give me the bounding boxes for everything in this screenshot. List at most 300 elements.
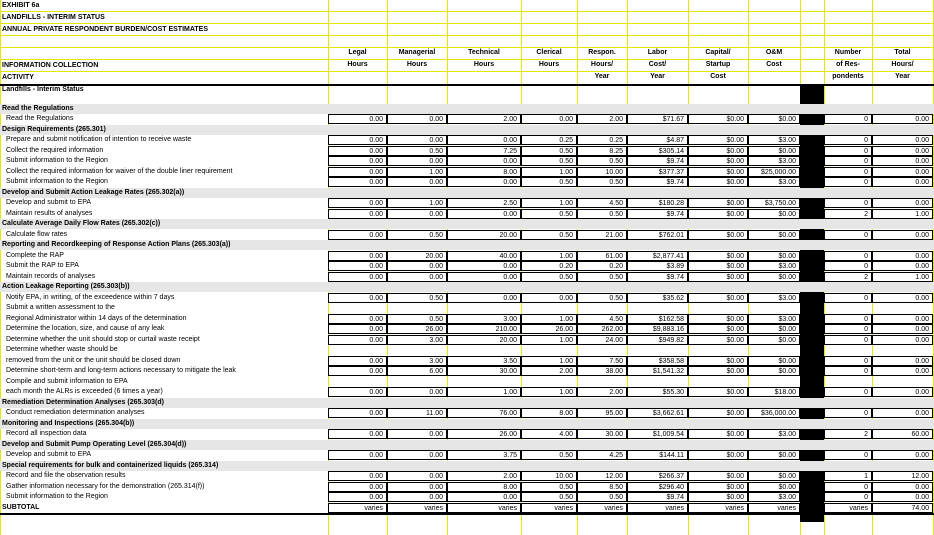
table-cell: 0.00 [328, 356, 387, 366]
info-collection-label: INFORMATION COLLECTION [2, 62, 99, 69]
table-cell: 0.00 [328, 492, 387, 502]
table-cell: 0.00 [447, 492, 521, 502]
table-cell: 0 [824, 156, 872, 166]
table-cell: 0.00 [387, 156, 447, 166]
table-cell: 0.00 [447, 209, 521, 219]
table-cell: varies [328, 503, 387, 513]
table-cell: 0.50 [577, 209, 627, 219]
table-cell: 0.00 [872, 251, 933, 261]
table-cell: 0.00 [387, 429, 447, 439]
section-title: Remediation Determination Analyses (265.303(d) [2, 398, 164, 406]
table-cell: $0.00 [748, 114, 800, 124]
activity-label: Submit information to the Region [6, 178, 108, 185]
table-cell: 38.00 [577, 366, 627, 376]
section-header-row [0, 419, 934, 429]
table-cell: 1.00 [521, 167, 577, 177]
column-header-line: Cost/ [648, 61, 667, 68]
table-cell: 0.00 [328, 324, 387, 334]
table-row [0, 471, 934, 481]
table-cell: 11.00 [387, 408, 447, 418]
activity-label: Maintain results of analyses [6, 209, 93, 217]
table-cell: 0.00 [521, 293, 577, 303]
table-cell: 0.20 [521, 261, 577, 271]
activity-label: Maintain records of analyses [6, 272, 96, 280]
table-cell: $71.67 [627, 114, 688, 124]
table-cell: 0.50 [521, 492, 577, 502]
table-cell: 0.00 [328, 198, 387, 208]
table-cell: 0.00 [387, 471, 447, 481]
column-header-line: Legal [348, 49, 367, 56]
table-cell: 0.50 [521, 230, 577, 240]
table-cell: 1.00 [872, 272, 933, 282]
grid-hline [0, 35, 934, 36]
table-cell: 2.00 [577, 114, 627, 124]
table-cell: $3.00 [748, 261, 800, 271]
table-row [0, 198, 934, 208]
table-cell: $0.00 [748, 251, 800, 261]
table-cell: 0.00 [872, 492, 933, 502]
table-cell: varies [387, 503, 447, 513]
table-cell: 0.20 [577, 261, 627, 271]
table-cell: 0.25 [577, 135, 627, 145]
table-cell: $0.00 [688, 167, 748, 177]
table-cell: $9.74 [627, 177, 688, 187]
table-cell: 2 [824, 272, 872, 282]
table-cell: $3.00 [748, 135, 800, 145]
table-cell: $3.00 [748, 429, 800, 439]
table-cell: $9.74 [627, 492, 688, 502]
table-cell: 0.50 [387, 146, 447, 156]
table-cell: $296.40 [627, 482, 688, 492]
section-header-row [0, 461, 934, 471]
table-title-row [0, 85, 934, 95]
table-cell: 0.00 [328, 471, 387, 481]
column-header-line: Capital/ [705, 49, 731, 56]
table-cell: $162.58 [627, 314, 688, 324]
table-cell: varies [824, 503, 872, 513]
table-cell: $18.00 [748, 387, 800, 397]
column-header-line: O&M [765, 49, 783, 56]
column-header-line: Hours [473, 61, 495, 68]
table-cell: 12.00 [577, 471, 627, 481]
table-cell: 1.00 [872, 209, 933, 219]
table-cell: 74.00 [872, 503, 933, 513]
table-cell: $762.01 [627, 230, 688, 240]
table-cell: 0 [824, 482, 872, 492]
column-header-line: Startup [705, 61, 731, 68]
column-header-line: pondents [832, 73, 864, 80]
blank-row [0, 96, 934, 104]
section-title: Read the Regulations [2, 104, 74, 112]
table-cell: 60.00 [872, 429, 933, 439]
table-cell: 10.00 [577, 167, 627, 177]
activity-label: Submit a written assessment to the [6, 304, 115, 311]
table-cell: $0.00 [688, 335, 748, 345]
table-cell: 0 [824, 293, 872, 303]
table-cell: 0 [824, 450, 872, 460]
table-cell: $0.00 [748, 324, 800, 334]
table-cell: 0.50 [521, 209, 577, 219]
table-cell: 1.00 [521, 356, 577, 366]
table-cell: 0.00 [872, 482, 933, 492]
table-cell: 0 [824, 167, 872, 177]
section-header-row [0, 125, 934, 135]
section-title: Calculate Average Daily Flow Rates (265.302(c)) [2, 220, 161, 227]
table-cell: 0.25 [521, 135, 577, 145]
table-row [0, 408, 934, 418]
activity-label: Gather information necessary for the demonstration (265.314(f)) [6, 482, 205, 490]
table-cell: 0.00 [872, 314, 933, 324]
table-cell: 76.00 [447, 408, 521, 418]
table-cell: $3.00 [748, 314, 800, 324]
table-cell: 0.00 [872, 335, 933, 345]
column-header-line: Number [834, 49, 862, 56]
table-row [0, 387, 934, 397]
table-row [0, 335, 934, 345]
column-header-line: Year [594, 73, 610, 80]
table-row [0, 303, 934, 313]
table-cell: varies [748, 503, 800, 513]
table-cell: 0.00 [872, 198, 933, 208]
activity-label: Read the Regulations [6, 115, 74, 122]
table-cell: 0.00 [447, 261, 521, 271]
table-cell: 4.25 [577, 450, 627, 460]
table-cell: 0.50 [577, 492, 627, 502]
table-cell: 0.50 [577, 293, 627, 303]
table-cell: $0.00 [688, 450, 748, 460]
table-cell: 0.00 [872, 356, 933, 366]
table-row [0, 177, 934, 187]
table-cell: 0 [824, 230, 872, 240]
table-cell: 0 [824, 177, 872, 187]
table-cell: 0 [824, 408, 872, 418]
table-cell: 0.00 [872, 135, 933, 145]
table-cell: 0.00 [328, 335, 387, 345]
section-title: Develop and Submit Pump Operating Level (265.304(d)) [2, 440, 187, 448]
column-header-line: Year [650, 73, 665, 80]
table-cell: 0.50 [387, 314, 447, 324]
table-cell: $4.87 [627, 135, 688, 145]
sheet-heading: ANNUAL PRIVATE RESPONDENT BURDEN/COST ESTIMATES [2, 26, 208, 33]
table-cell: $0.00 [688, 146, 748, 156]
table-cell: 0 [824, 261, 872, 271]
table-cell: 3.00 [387, 356, 447, 366]
table-cell: 3.75 [447, 450, 521, 460]
table-cell: 8.50 [577, 482, 627, 492]
table-cell: $3.00 [748, 177, 800, 187]
table-row [0, 251, 934, 261]
column-header-line: Hours/ [891, 61, 914, 68]
section-header-row [0, 440, 934, 450]
table-cell: $0.00 [748, 272, 800, 282]
table-row [0, 482, 934, 492]
section-header-row [0, 104, 934, 114]
table-cell: $25,000.00 [748, 167, 800, 177]
table-cell: 0.00 [387, 135, 447, 145]
table-cell: 8.00 [447, 167, 521, 177]
table-cell: 0.00 [387, 387, 447, 397]
table-cell: $3.00 [748, 492, 800, 502]
table-cell: $0.00 [688, 366, 748, 376]
table-cell: 0.00 [447, 177, 521, 187]
table-cell: 0.00 [872, 450, 933, 460]
table-cell: 20.00 [447, 230, 521, 240]
activity-label: Submit the RAP to EPA [6, 262, 79, 269]
activity-label: Develop and submit to EPA [6, 199, 92, 206]
table-cell: $3,662.61 [627, 408, 688, 418]
activity-label: Conduct remediation determination analyses [6, 409, 145, 416]
table-cell: 0.00 [387, 261, 447, 271]
section-header-row [0, 188, 934, 198]
table-cell: varies [577, 503, 627, 513]
table-title: Landfills - Interim Status [2, 86, 84, 93]
table-cell: 0.00 [328, 167, 387, 177]
table-cell: 2.00 [521, 366, 577, 376]
table-cell: $0.00 [688, 251, 748, 261]
table-cell: 0.00 [447, 156, 521, 166]
table-cell: varies [688, 503, 748, 513]
table-cell: 0.00 [387, 177, 447, 187]
column-header-line: Technical [468, 49, 500, 56]
grid-hline [0, 23, 934, 24]
column-header-line: of Res- [836, 61, 860, 68]
table-row [0, 356, 934, 366]
table-cell: 0 [824, 324, 872, 334]
section-header-row [0, 398, 934, 408]
table-row [0, 156, 934, 166]
table-cell: 0.00 [872, 114, 933, 124]
column-header-line: Cost [710, 73, 726, 80]
table-cell: $3.00 [748, 156, 800, 166]
table-cell: $0.00 [688, 387, 748, 397]
table-cell: 0.00 [328, 429, 387, 439]
table-cell: 0 [824, 492, 872, 502]
table-cell: 3.00 [387, 335, 447, 345]
table-cell: 0.50 [577, 177, 627, 187]
table-cell: 0.00 [387, 272, 447, 282]
table-cell: $0.00 [688, 482, 748, 492]
column-header-line: Year [895, 73, 910, 80]
table-row [0, 324, 934, 334]
table-cell: $9,883.16 [627, 324, 688, 334]
activity-label: SUBTOTAL [2, 503, 40, 511]
table-cell: 1.00 [521, 387, 577, 397]
table-cell: 0.50 [521, 272, 577, 282]
section-header-row [0, 240, 934, 250]
activity-label: Notify EPA, in writing, of the exceedence within 7 days [6, 293, 175, 301]
table-cell: 0 [824, 146, 872, 156]
table-cell: 12.00 [872, 471, 933, 481]
table-cell: 0.00 [328, 387, 387, 397]
activity-label: Determine whether waste should be [6, 346, 118, 353]
section-title: Develop and Submit Action Leakage Rates (265.302(a)) [2, 188, 185, 196]
table-cell: $144.11 [627, 450, 688, 460]
table-cell: $180.28 [627, 198, 688, 208]
table-cell: $949.82 [627, 335, 688, 345]
table-cell: $0.00 [688, 272, 748, 282]
table-cell: 0.50 [577, 272, 627, 282]
table-cell: 0.00 [328, 482, 387, 492]
table-row [0, 314, 934, 324]
table-cell: 1.00 [521, 335, 577, 345]
table-row [0, 345, 934, 355]
table-cell: $3.89 [627, 261, 688, 271]
table-cell: 0.00 [328, 146, 387, 156]
table-cell: $2,877.41 [627, 251, 688, 261]
column-header-line: Hours/ [590, 61, 614, 68]
table-cell: 0.00 [328, 293, 387, 303]
table-cell: 21.00 [577, 230, 627, 240]
table-row [0, 492, 934, 502]
subtotal-rule [0, 513, 934, 515]
table-cell: 8.00 [521, 408, 577, 418]
column-header-line: Hours [406, 61, 428, 68]
table-row [0, 450, 934, 460]
activity-label: Determine short-term and long-term actions necessary to mitigate the leak [6, 367, 236, 374]
table-cell: 0.00 [328, 314, 387, 324]
table-cell: 0.00 [872, 293, 933, 303]
table-cell: $0.00 [748, 482, 800, 492]
table-cell: 0.00 [328, 156, 387, 166]
activity-label: Determine the location, size, and cause of any leak [6, 325, 165, 332]
activity-label: Submit information to the Region [6, 157, 108, 164]
subtotal-row [0, 503, 934, 513]
table-cell: 0.50 [521, 450, 577, 460]
column-header-line: Labor [647, 49, 668, 56]
table-cell: 0.00 [447, 135, 521, 145]
table-cell: 0.00 [521, 114, 577, 124]
table-cell: 6.00 [387, 366, 447, 376]
table-cell: 0.50 [521, 146, 577, 156]
table-cell: 1.00 [387, 198, 447, 208]
table-cell: $0.00 [748, 209, 800, 219]
table-cell: 0.00 [328, 230, 387, 240]
section-title: Design Requirements (265.301) [2, 125, 106, 133]
table-cell: $305.14 [627, 146, 688, 156]
table-cell: 20.00 [387, 251, 447, 261]
table-cell: 0.00 [872, 146, 933, 156]
table-row [0, 272, 934, 282]
table-cell: 0.00 [447, 272, 521, 282]
table-cell: $35.62 [627, 293, 688, 303]
table-cell: 0 [824, 356, 872, 366]
table-cell: 0.00 [872, 408, 933, 418]
activity-label: Calculate flow rates [6, 230, 68, 238]
activity-label: each month the ALRs is exceeded (6 times a year) [6, 388, 163, 395]
table-cell: $0.00 [688, 356, 748, 366]
table-cell: 0.00 [387, 450, 447, 460]
table-row [0, 146, 934, 156]
section-title: Action Leakage Reporting (265.303(b)) [2, 283, 130, 290]
table-cell: 0.00 [328, 366, 387, 376]
table-cell: 2 [824, 209, 872, 219]
table-cell: varies [627, 503, 688, 513]
table-cell: $0.00 [688, 156, 748, 166]
table-cell: 3.00 [447, 314, 521, 324]
table-cell: $0.00 [688, 324, 748, 334]
table-cell: $0.00 [748, 335, 800, 345]
table-cell: 7.25 [447, 146, 521, 156]
table-cell: varies [521, 503, 577, 513]
table-cell: $0.00 [688, 293, 748, 303]
table-cell: $3.00 [748, 293, 800, 303]
activity-label: Complete the RAP [6, 251, 64, 259]
table-cell: $9.74 [627, 272, 688, 282]
table-cell: $0.00 [688, 408, 748, 418]
table-cell: 0 [824, 114, 872, 124]
table-cell: 40.00 [447, 251, 521, 261]
table-cell: 0.00 [328, 408, 387, 418]
grid-hline [0, 71, 934, 72]
section-title: Special requirements for bulk and containerized liquids (265.314) [2, 461, 219, 469]
table-cell: $55.30 [627, 387, 688, 397]
table-cell: 0 [824, 135, 872, 145]
table-row [0, 167, 934, 177]
table-cell: 0.00 [328, 272, 387, 282]
section-title: Monitoring and Inspections (265.304(b)) [2, 419, 135, 427]
activity-label: Compile and submit information to EPA [6, 377, 128, 385]
table-cell: 0.00 [872, 324, 933, 334]
table-cell: 30.00 [447, 366, 521, 376]
table-cell: 0.00 [447, 293, 521, 303]
table-cell: 1.00 [387, 167, 447, 177]
table-cell: 10.00 [521, 471, 577, 481]
table-cell: 0.00 [872, 387, 933, 397]
table-cell: 0.00 [872, 230, 933, 240]
table-cell: 262.00 [577, 324, 627, 334]
table-cell: 0.50 [387, 230, 447, 240]
table-cell: $9.74 [627, 209, 688, 219]
table-cell: $0.00 [748, 356, 800, 366]
table-cell: $0.00 [748, 230, 800, 240]
table-cell: $1,009.54 [627, 429, 688, 439]
table-cell: $9.74 [627, 156, 688, 166]
table-cell: 1.00 [521, 251, 577, 261]
activity-label: Regional Administrator within 14 days of the determination [6, 314, 187, 322]
table-cell: $0.00 [748, 366, 800, 376]
table-row [0, 293, 934, 303]
table-cell: 4.00 [521, 429, 577, 439]
table-cell: $3,750.00 [748, 198, 800, 208]
table-cell: 0.00 [328, 450, 387, 460]
table-cell: 0.00 [872, 156, 933, 166]
table-cell: 0.00 [328, 114, 387, 124]
table-cell: $358.58 [627, 356, 688, 366]
grid-hline [0, 11, 934, 12]
table-cell: $36,000.00 [748, 408, 800, 418]
table-cell: $0.00 [688, 209, 748, 219]
table-row [0, 429, 934, 439]
table-cell: 0.00 [387, 209, 447, 219]
table-cell: $0.00 [688, 429, 748, 439]
table-cell: 0 [824, 251, 872, 261]
activity-label: Record all inspection data [6, 430, 87, 437]
table-cell: 0 [824, 198, 872, 208]
table-cell: $1,541.32 [627, 366, 688, 376]
table-cell: 3.50 [447, 356, 521, 366]
table-cell: 0.00 [872, 366, 933, 376]
table-cell: 0.00 [872, 261, 933, 271]
activity-label: Determine whether the unit should stop or curtail waste receipt [6, 335, 200, 343]
table-cell: $0.00 [688, 471, 748, 481]
table-cell: 26.00 [447, 429, 521, 439]
table-cell: 2.00 [577, 387, 627, 397]
table-cell: 0.00 [387, 492, 447, 502]
table-cell: $0.00 [688, 177, 748, 187]
column-header-line: Managerial [398, 49, 436, 56]
table-row [0, 135, 934, 145]
column-header-line: Hours [347, 61, 368, 68]
